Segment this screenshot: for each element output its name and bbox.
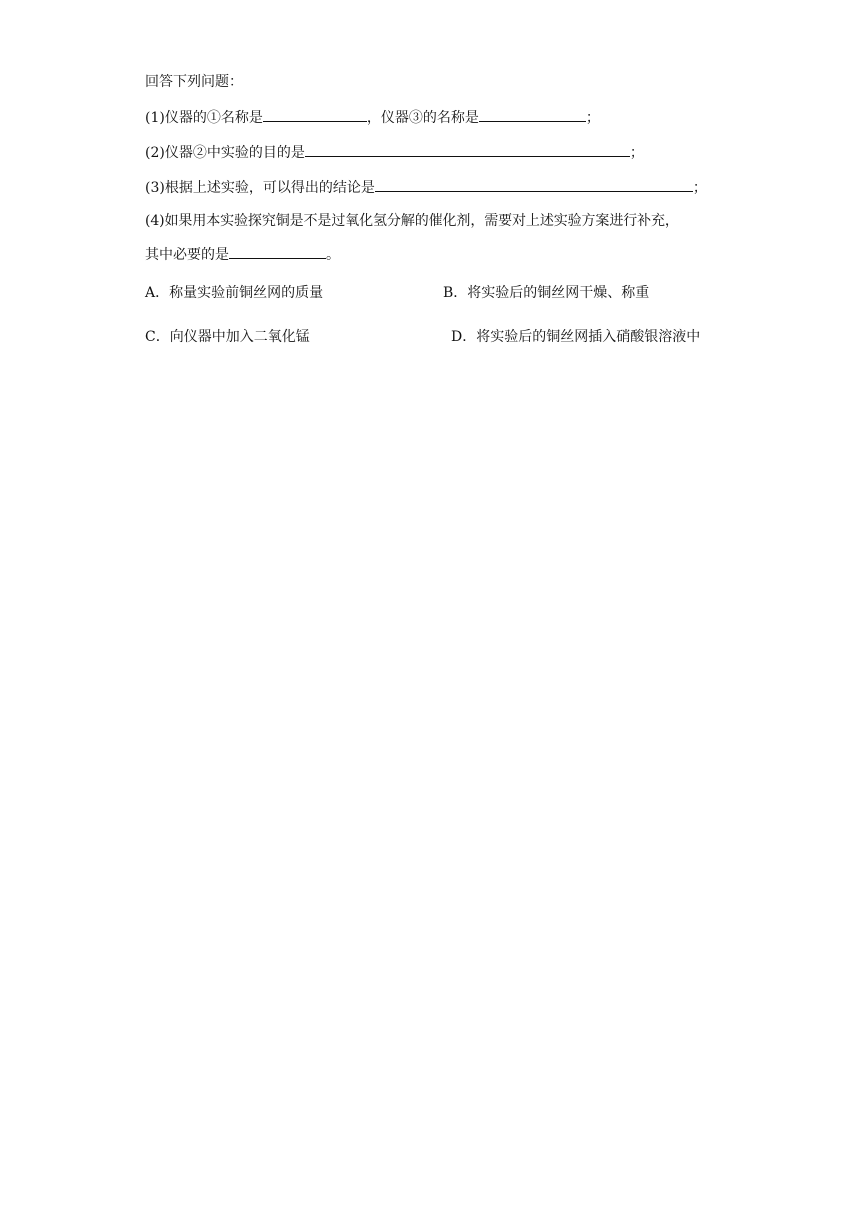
question-1 xyxy=(145,107,600,128)
question-3 xyxy=(145,177,707,198)
answer-blank-4[interactable] xyxy=(375,177,693,192)
question-1-prefix: (1)仪器的①名称是 xyxy=(145,110,263,126)
answer-blank-3[interactable] xyxy=(305,142,630,157)
question-2-prefix: (2)仪器②中实验的目的是 xyxy=(145,145,305,161)
question-4-prefix: 其中必要的是 xyxy=(145,247,229,263)
question-1-suffix: ； xyxy=(585,110,600,126)
option-d: D．将实验后的铜丝网插入硝酸银溶液中 xyxy=(451,329,701,345)
question-4-line-1: (4)如果用本实验探究铜是不是过氧化氢分解的催化剂，需要对上述实验方案进行补充， xyxy=(145,213,679,229)
question-1-middle: ，仪器③的名称是 xyxy=(366,110,479,126)
intro-text: 回答下列问题： xyxy=(145,74,243,90)
question-4-line-2 xyxy=(145,244,340,265)
answer-blank-1[interactable] xyxy=(263,107,367,122)
question-4-suffix: 。 xyxy=(326,247,340,263)
question-3-suffix: ； xyxy=(692,180,707,196)
question-2-suffix: ； xyxy=(629,145,644,161)
question-2 xyxy=(145,142,644,163)
option-a: A．称量实验前铜丝网的质量 xyxy=(145,285,324,301)
answer-blank-5[interactable] xyxy=(229,244,326,259)
question-3-prefix: (3)根据上述实验，可以得出的结论是 xyxy=(145,180,375,196)
option-c: C．向仪器中加入二氧化锰 xyxy=(145,329,310,345)
option-b: B．将实验后的铜丝网干燥、称重 xyxy=(443,285,650,301)
answer-blank-2[interactable] xyxy=(479,107,586,122)
